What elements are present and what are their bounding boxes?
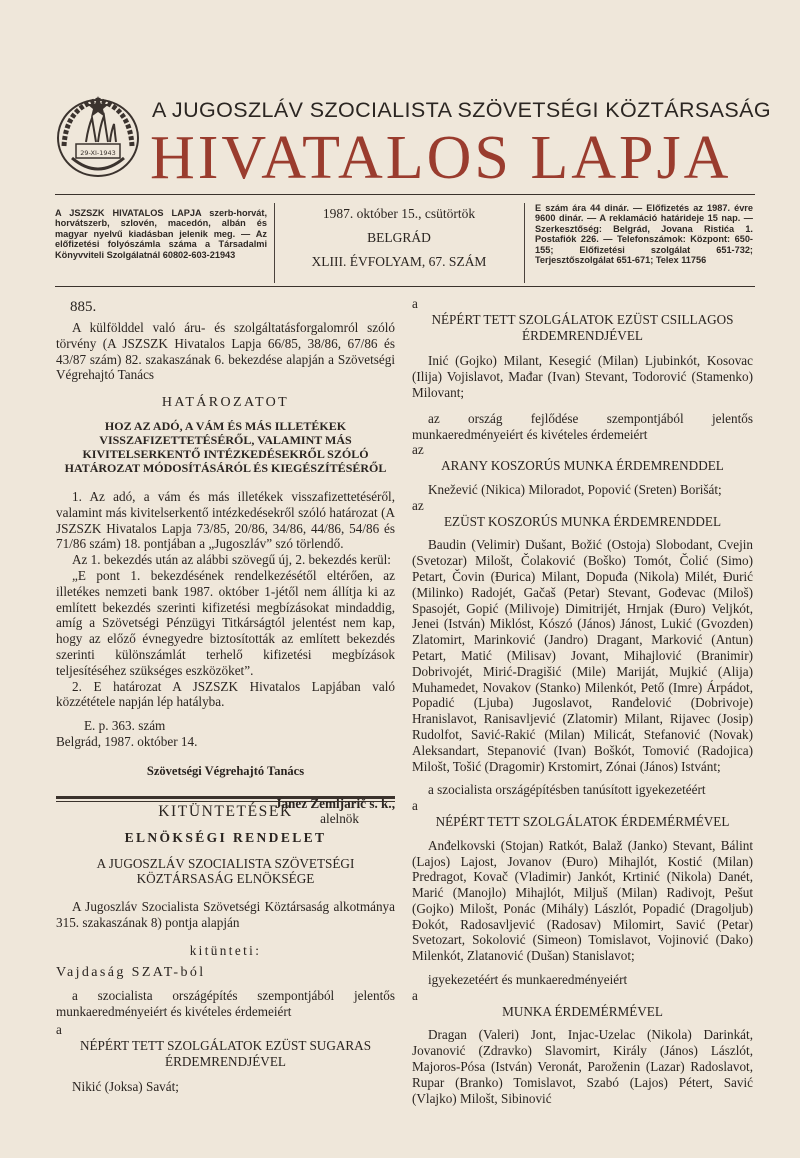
right-order-1: NÉPÉRT TETT SZOLGÁLATOK EZÜST CSILLAGOS ÉRDEMRENDJÉVEL <box>431 311 734 343</box>
paragraph-4: 2. E határozat A JSZSZK Hivatalos Lapjában való közzététele napján lép hatályba. <box>56 678 395 710</box>
right-names-3: Baudin (Velimir) Dušant, Božić (Ostoja) Slobodant, Cvejin (Svetozar) Milošt, Čolaković (Boško) Tomót, Čolić (Simo) Petart, Čovin (Đurica) Milant, Dopuđa (Nikola) Milét, Đurić (Milinko) Radojét, Gačaš (Petar) Stevant, Gođevac (Miloš) Spasojét, Gopić (Milivoje) Dimitrijét, Hrnjak (Đuro) Veljkót, Jenei (István) Miklóst, Kószó (János) Jánost, Lukić (Gvozden) Zlatomirt, Marinković (Jandro) Dragant, Marković (Antun) Petart, Matić (Milisav) Jovant, Mihajlović (Branimir) Dobrivojét, Mirić-Dragišić (Mile) Mariját, Mujkić (Alija) Muhamedet, Novakov (Stanko) Milenkót, Pető (Imre) Árpádot, Popadić (Ljuba) Jugoslavot, Ranđelović (Dobrivoje) Hranislavot, Ranisavljević (Zlatomir) Milant, Rijavec (Josip) Rudolfot, Savić-Rakić (Milan) Milicát, Stefanović (Novak) Aleksandart, Stepanović (Ivan) Boškót, Tomović (Radojica) Milošt, Tošić (Dragomir) Krstomirt, Zónai (János) Istvánt; <box>412 537 753 774</box>
header-bottom-rule <box>55 286 755 287</box>
right-column <box>412 296 753 1106</box>
right-names-1: Inić (Gojko) Milant, Kesegić (Milan) Ljubinkót, Kosovac (Ilija) Vojislavot, Mađar (Ivan) Stevant, Todorović (Stamenko) Milovant; <box>412 353 753 400</box>
emblem-date: 29-XI-1943 <box>80 149 116 157</box>
signer-role: alelnök <box>320 811 359 827</box>
reference-number: E. p. 363. szám <box>84 718 166 734</box>
right-merit-2: az ország fejlődése szempontjából jelentős munkaeredményeiért és kivételes érdemeiért <box>412 410 753 442</box>
place-and-date: Belgrád, 1987. október 14. <box>56 733 198 749</box>
header-divider-left <box>274 203 275 283</box>
country-heading: A JUGOSZLÁV SZOCIALISTA SZÖVETSÉGI KÖZTÁRSASÁG <box>152 98 771 122</box>
signer-name: Janez Zemljarič s. k., <box>274 795 395 811</box>
right-order-2: ARANY KOSZORÚS MUNKA ÉRDEMRENDDEL <box>441 458 724 474</box>
section-title: KITÜNTETÉSEK <box>158 803 293 820</box>
paragraph-3: „E pont 1. bekezdésének rendelkezésétől eltérően, az illetékes nemzeti bank 1987. október 1-jétől nem állítja ki az említett bekezdés szerinti kifizetési megbízásokat mindaddig, amíg a Szövetségi Pénzügyi Titkárságtól jelentést nem kap, hogy az előző évnegyedre biztosították az említett bekezdés szerinti különszámlát terhelő kifizetési megbízások teljesítéséhez szükséges eszközöket”. <box>56 567 395 678</box>
presidency-name: A JUGOSZLÁV SZOCIALISTA SZÖVETSÉGI KÖZTÁRSASÁG ELNÖKSÉGE <box>96 855 355 887</box>
right-order-3: EZÜST KOSZORÚS MUNKA ÉRDEMRENDDEL <box>443 513 722 529</box>
masthead-rule <box>55 194 755 195</box>
left-column <box>56 296 395 827</box>
right-article-az1: az <box>412 442 424 458</box>
issue-date: 1987. október 15., csütörtök <box>322 206 476 221</box>
right-merit-3: a szocialista országépítésben tanúsított igyekezetéért <box>428 782 706 798</box>
header-divider-right <box>524 203 525 283</box>
right-names-2: Knežević (Nikica) Miloradot, Popović (Sreten) Borišát; <box>428 481 722 497</box>
right-order-5: MUNKA ÉRDEMÉRMÉVEL <box>502 1003 663 1019</box>
right-merit-4: igyekezetéért és munkaeredményeiért <box>428 972 628 988</box>
article-a: a <box>56 1021 62 1037</box>
right-names-4: Anđelkovski (Stojan) Ratkót, Balaž (Janko) Stevant, Bálint (Lajos) Lajost, Jovanov (Đuro) Mihajlót, Kostić (Milan) Predragot, Kovač (Vladimir) Jankót, Krtinić (Nikola) Danét, Marić (Manojlo) Mihajlót, Miljuš (Milan) Radivojt, Pešut (Gojko) Milošt, Ponác (Mihály) Lászlót, Popadić (Dragoljub) Đokót, Radosavljević (Radosav) Milomirt, Savić (Petar) Svetozart, Sokolović (Simeon) Tomislavot, Vojinović (Dako) Milenkót, Zlatanović (Dušan) Stanislavot; <box>412 837 753 964</box>
price-contact-info: E szám ára 44 dinár. — Előfizetés az 1987. évre 9600 dinár. — A reklamáció határideje 15 nap. — Szerkesztőség: Belgrád, Jovana Ristića 1. Postafiók 226. — Telefonszámok: Központ: 650-155; Előfizetési szolgálat 651-732; Terjesztőszolgálat 651-671; Telex 11756 <box>535 203 753 266</box>
right-article-a1: a <box>412 296 418 311</box>
paragraph-2: Az 1. bekezdés után az alábbi szövegű új, 2. bekezdés kerül: <box>72 552 391 568</box>
region-name: Vajdaság SZAT-ból <box>56 964 206 980</box>
right-article-az2: az <box>412 497 424 513</box>
awards-verb: kitünteti: <box>189 942 262 958</box>
subscription-info: A JSZSZK HIVATALOS LAPJA szerb-horvát, horvátszerb, szlovén, macedón, albán és magyar nyelvű kiadásban jelenik meg. — Az előfizetési folyószámla száma a Társadalmi Könyvviteli Szolgálatnál 60802-603-21943 <box>55 208 267 260</box>
right-order-4: NÉPÉRT TETT SZOLGÁLATOK ÉRDEMÉRMÉVEL <box>435 813 730 829</box>
newspaper-title: HIVATALOS LAPJA <box>150 124 732 192</box>
article-number: 885. <box>70 299 97 315</box>
right-article-a2: a <box>412 798 418 814</box>
issue-volume: XLIII. ÉVFOLYAM, 67. SZÁM <box>311 254 487 269</box>
paragraph-1: 1. Az adó, a vám és más illetékek visszafizettetéséről, valamint más kivitelserkentő intézkedésekről szóló határozat (A JSZSZK Hivatalos Lapja 73/85, 20/86, 34/86, 44/86, 54/86 és 71/86 szám) 18. pontjában a „Jugoszláv” szó törlendő. <box>56 488 395 552</box>
council-name: Szövetségi Végrehajtó Tanács <box>146 763 305 778</box>
issue-place: BELGRÁD <box>367 230 431 245</box>
decision-subtitle: HOZ AZ ADÓ, A VÁM ÉS MÁS ILLETÉKEK VISSZAFIZETTETÉSÉRŐL, VALAMINT MÁS KIVITELSERKENTŐ INTÉZKEDÉSEKRŐL SZÓLÓ HATÁROZAT MÓDOSÍTÁSÁRÓL ÉS KIEGÉSZÍTÉSÉRŐL <box>64 418 387 475</box>
section-rule <box>56 796 395 802</box>
decree-title: ELNÖKSÉGI RENDELET <box>124 829 327 845</box>
merit-text: a szocialista országépítés szempontjából jelentős munkaeredményeiért és kivételes érdemeiért <box>56 988 395 1020</box>
legal-basis: A Jugoszláv Szocialista Szövetségi Köztársaság alkotmánya 315. szakaszának 8) pontja alapján <box>56 899 395 930</box>
recipient-names: Nikić (Joksa) Savát; <box>72 1079 179 1095</box>
right-article-a3: a <box>412 987 418 1003</box>
right-names-5: Dragan (Valeri) Jont, Injac-Uzelac (Nikola) Darinkát, Jovanović (Zdravko) Slavomirt, Király (János) Lászlót, Majoros-Pósa (István) Veronát, Paroženin (Lazar) Radoslavot, Rupar (Branko) Tomislavot, Szabó (Lajos) Pétert, Savić (Vlajko) Milošt, Sibinović <box>412 1027 753 1106</box>
intro-paragraph: A külfölddel való áru- és szolgáltatásforgalomról szóló törvény (A JSZSZK Hivatalos Lapja 66/85, 38/86, 67/86 és 43/87 szám) 82. szakaszának 6. bekezdése alapján a Szövetségi Végrehajtó Tanács <box>56 320 395 383</box>
order-name: NÉPÉRT TETT SZOLGÁLATOK EZÜST SUGARAS ÉRDEMRENDJÉVEL <box>79 1037 372 1069</box>
decision-title: HATÁROZATOT <box>161 395 290 411</box>
yugoslav-emblem <box>52 88 144 180</box>
left-column-awards <box>56 804 395 1095</box>
